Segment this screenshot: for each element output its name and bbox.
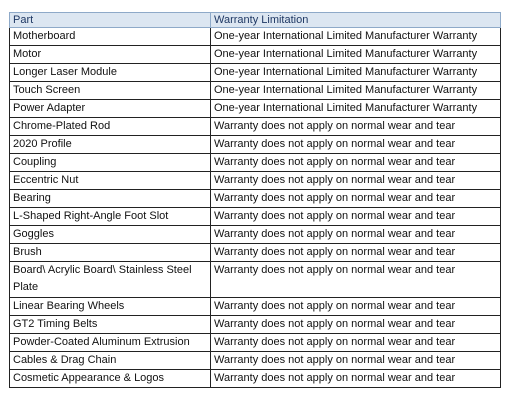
table-row: [10, 370, 501, 388]
warranty-cell: One-year International Limited Manufacturer Warranty: [211, 28, 501, 46]
warranty-cell: One-year International Limited Manufacturer Warranty: [211, 64, 501, 82]
part-cell: Powder-Coated Aluminum Extrusion: [10, 334, 211, 352]
part-cell: Chrome-Plated Rod: [10, 118, 211, 136]
part-cell: Eccentric Nut: [10, 172, 211, 190]
table-row: [10, 154, 501, 172]
warranty-cell: Warranty does not apply on normal wear and tear: [211, 190, 501, 208]
warranty-cell: Warranty does not apply on normal wear and tear: [211, 298, 501, 316]
table-row: [10, 190, 501, 208]
warranty-cell: One-year International Limited Manufacturer Warranty: [211, 46, 501, 64]
warranty-cell: Warranty does not apply on normal wear and tear: [211, 172, 501, 190]
part-cell: GT2 Timing Belts: [10, 316, 211, 334]
part-cell: Longer Laser Module: [10, 64, 211, 82]
part-cell: Linear Bearing Wheels: [10, 298, 211, 316]
table-header-row: [10, 13, 501, 28]
warranty-cell: One-year International Limited Manufacturer Warranty: [211, 100, 501, 118]
warranty-table-container: [9, 12, 501, 388]
table-row: [10, 262, 501, 298]
part-cell: Brush: [10, 244, 211, 262]
table-row: [10, 298, 501, 316]
part-cell: Touch Screen: [10, 82, 211, 100]
part-cell: Coupling: [10, 154, 211, 172]
table-row: [10, 64, 501, 82]
warranty-cell: Warranty does not apply on normal wear and tear: [211, 370, 501, 388]
warranty-cell: Warranty does not apply on normal wear and tear: [211, 262, 501, 298]
table-row: [10, 100, 501, 118]
warranty-table: [9, 12, 501, 388]
warranty-cell: Warranty does not apply on normal wear and tear: [211, 226, 501, 244]
table-row: [10, 352, 501, 370]
warranty-cell: Warranty does not apply on normal wear and tear: [211, 334, 501, 352]
table-row: [10, 208, 501, 226]
part-cell: Board\ Acrylic Board\ Stainless Steel Plate: [10, 262, 211, 298]
table-row: [10, 244, 501, 262]
warranty-cell: Warranty does not apply on normal wear and tear: [211, 154, 501, 172]
header-part: Part: [10, 13, 211, 28]
header-warranty-limitation: Warranty Limitation: [211, 13, 501, 28]
table-row: [10, 82, 501, 100]
table-row: [10, 46, 501, 64]
part-cell: L-Shaped Right-Angle Foot Slot: [10, 208, 211, 226]
part-cell: Cables & Drag Chain: [10, 352, 211, 370]
part-cell: Motherboard: [10, 28, 211, 46]
warranty-cell: Warranty does not apply on normal wear and tear: [211, 244, 501, 262]
part-cell: Motor: [10, 46, 211, 64]
part-cell: 2020 Profile: [10, 136, 211, 154]
warranty-cell: Warranty does not apply on normal wear and tear: [211, 208, 501, 226]
table-row: [10, 28, 501, 46]
table-row: [10, 334, 501, 352]
warranty-cell: Warranty does not apply on normal wear and tear: [211, 136, 501, 154]
part-cell: Power Adapter: [10, 100, 211, 118]
part-cell: Goggles: [10, 226, 211, 244]
table-row: [10, 226, 501, 244]
part-cell: Cosmetic Appearance & Logos: [10, 370, 211, 388]
warranty-cell: Warranty does not apply on normal wear and tear: [211, 352, 501, 370]
warranty-cell: One-year International Limited Manufacturer Warranty: [211, 82, 501, 100]
table-row: [10, 172, 501, 190]
part-cell: Bearing: [10, 190, 211, 208]
table-row: [10, 136, 501, 154]
table-row: [10, 118, 501, 136]
warranty-cell: Warranty does not apply on normal wear and tear: [211, 118, 501, 136]
warranty-cell: Warranty does not apply on normal wear and tear: [211, 316, 501, 334]
table-row: [10, 316, 501, 334]
